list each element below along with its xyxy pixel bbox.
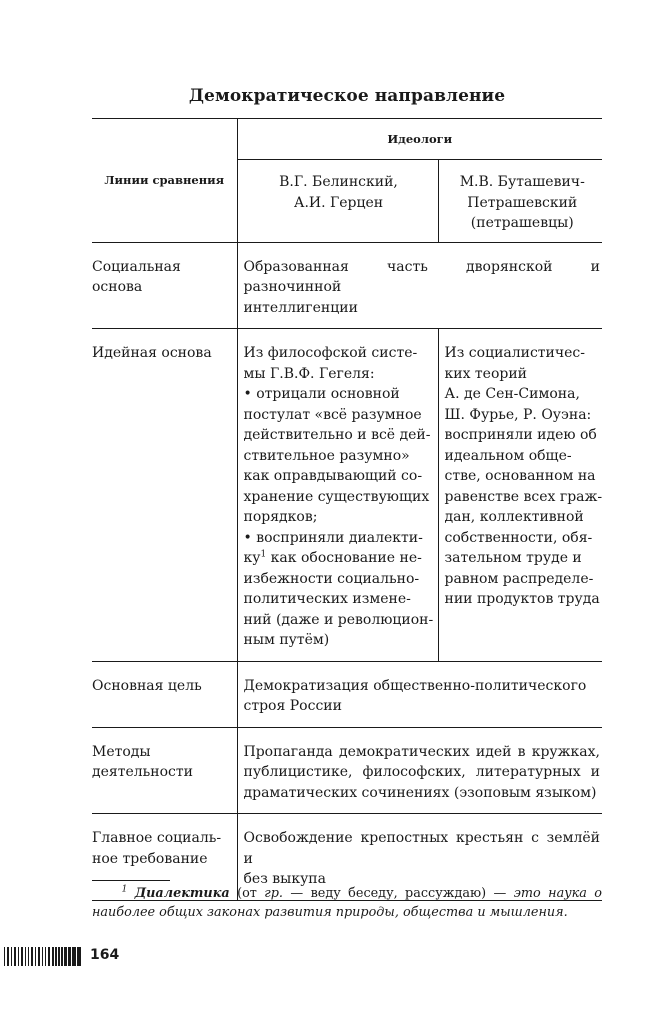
header-col1-line: А.И. Герцен [293,194,384,211]
cell-line: без выкупа [243,871,326,887]
cell-line: Из социалистичес- [444,345,585,361]
cell-line: Освобождение крепостных крестьян с землёй и [243,830,600,867]
barcode-bar [61,947,63,966]
cell-line: восприняли идею об [444,427,597,443]
barcode-bar [58,947,60,966]
footnote-text: (от [229,886,265,901]
cell-line: Демократизация общественно-политического [243,677,587,694]
barcode-bar [48,947,49,966]
label-line: Социальная [92,258,181,275]
cell-line: зательном труде и [444,550,582,566]
footnote-text: гр. [264,886,283,901]
row-label-goal [92,661,237,727]
footnote-marker: 1 [121,884,128,895]
table-row-ideas [92,329,602,662]
cell-line: ным путём) [243,632,330,648]
footnote-text: — веду беседу, рассуждаю) — [283,886,514,901]
barcode-bar [18,947,19,966]
footnote-definition: наиболее общих законах развития природы, общества и мышления. [92,905,568,920]
cell-line: действительно и всё дей- [243,427,431,443]
cell-line: Из философской систе- [243,345,418,361]
label-line: Идейная основа [92,345,212,361]
label-line: Методы [92,743,151,760]
cell-line: равном распределе- [444,570,594,587]
table-row-social [92,242,602,329]
label-line: ное требование [92,850,208,867]
cell-line: как оправдывающий со- [243,468,423,484]
cell-line: ствительное разумно» [243,447,410,464]
cell-line: мы Г.В.Ф. Гегеля: [243,365,375,382]
page-title: Демократическое направление [188,86,506,106]
cell-line: стве, основанном на [444,468,596,484]
ideologists-header: Идеологи [237,119,602,160]
belinsky-herzen-header [237,160,438,243]
label-line: деятельности [92,764,193,780]
barcode-bar [11,947,12,966]
cell-line: ких теорий [444,365,528,382]
barcode-bar [72,947,76,966]
cell-ideas-hegel [237,329,438,662]
barcode-bar [68,947,71,966]
page-number: 164 [90,947,120,963]
barcode-bar [45,947,46,966]
barcode-bar [28,947,29,966]
cell-line: избежности социально- [243,570,420,587]
header-col2-line: Петрашевский [467,194,578,211]
header-col2-line: М.В. Буташевич- [459,174,585,190]
barcode-bar [35,947,36,966]
cell-line: нии продуктов труда [444,591,600,607]
barcode-bar [42,947,43,966]
footnote [92,884,602,922]
cell-line: собственности, обя- [444,529,593,546]
compare-lines-header: Линии сравнения [92,119,237,243]
cell-goal [237,661,602,727]
row-label-social [92,242,237,329]
cell-line: • отрицали основной [243,386,400,402]
cell-social [237,242,602,329]
header-row [92,119,602,160]
footnote-term: Диалектика [134,886,230,901]
cell-line: А. де Сен-Симона, [444,386,580,402]
row-label-ideas [92,329,237,662]
label-line: Главное социаль- [92,830,222,846]
label-line: основа [92,279,143,295]
barcode-bar [7,947,8,966]
cell-methods [237,727,602,814]
cell-text: ку [243,550,261,566]
cell-line: Образованная часть дворянской и разночинной [243,258,600,295]
barcode-bar [64,947,67,966]
cell-line: публицистике, философских, литературных и [243,764,600,780]
barcode-bar [77,947,81,966]
cell-line: интеллигенции [243,299,358,316]
header-col1-line: В.Г. Белинский, [279,174,398,190]
barcode-bar [25,947,26,966]
cell-line [244,548,434,569]
row-label-methods [92,727,237,814]
barcode-bar [38,947,39,966]
cell-line: Ш. Фурье, Р. Оуэна: [444,406,592,423]
cell-line: Пропаганда демократических идей в кружках, [243,743,600,760]
cell-line: равенстве всех граж- [444,488,603,505]
page-barcode-decoration [4,947,82,966]
cell-line: строя России [243,698,342,714]
cell-line: ний (даже и революцион- [243,611,434,628]
table-row-methods [92,727,602,814]
table-row-goal [92,661,602,727]
cell-line: дан, коллективной [444,509,584,525]
cell-text: как обоснование не- [266,550,422,566]
barcode-bar [31,947,32,966]
cell-line: хранение существующих [243,488,430,505]
comparison-table [92,118,602,901]
barcode-bar [4,947,5,966]
petrashevsky-header [438,160,602,243]
barcode-bar [14,947,15,966]
cell-line: политических измене- [243,591,411,607]
footnote-rule [92,880,170,881]
footnote-ref: 1 [260,549,267,560]
barcode-bar [21,947,22,966]
cell-ideas-socialist [438,329,602,662]
footnote-definition: это наука о [513,886,603,901]
cell-line: драматических сочинениях (эзоповым языком) [243,784,597,801]
barcode-bar [52,947,54,966]
cell-line: постулат «всё разумное [243,406,422,423]
header-col2-line: (петрашевцы) [470,215,574,231]
barcode-bar [55,947,57,966]
cell-line: • восприняли диалекти- [243,529,423,546]
cell-line: идеальном обще- [444,447,572,464]
label-line: Основная цель [92,677,202,694]
cell-line: порядков; [243,509,318,525]
